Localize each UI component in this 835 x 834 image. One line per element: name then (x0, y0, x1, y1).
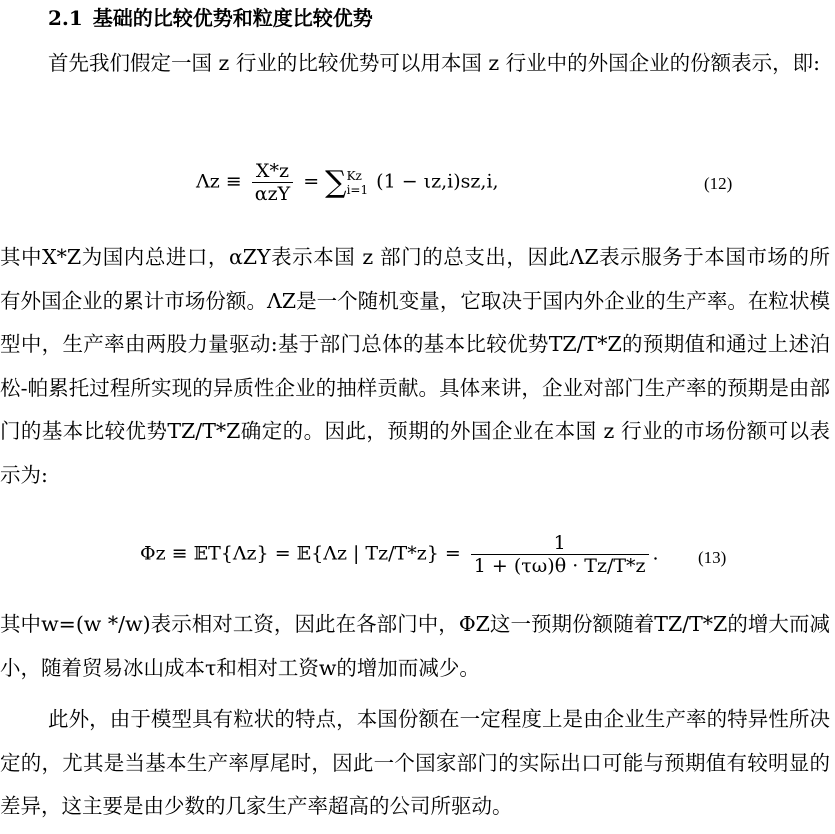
equation-12-number: (12) (704, 174, 733, 193)
sum-symbol-icon: ∑ (325, 165, 347, 200)
eq12-sum-limits (347, 169, 369, 197)
eq13-fraction (471, 532, 649, 577)
equation-12-body (196, 160, 499, 205)
paragraph-relative-wage: 其中w=(w */w)表示相对工资，因此在各部门中，ΦZ这一预期份额随着TZ/T*Z的增大而减小，随着贸易冰山成本τ和相对工资w的增加而减少。 (0, 612, 830, 680)
section-title: 基础的比较优势和粒度比较优势 (92, 6, 373, 30)
eq12-numerator: X*z (252, 160, 293, 183)
eq12-rhs: (1 − ιz,i)sz,i, (376, 170, 499, 193)
equation-13-body (140, 532, 659, 577)
paragraph-granularity: 此外，由于模型具有粒状的特点，本国份额在一定程度上是由企业生产率的特异性所决定的，尤其是当基本生产率厚尾时，因此一个国家部门的实际出口可能与预期值有较明显的差异，这主要是由少数的几家生产率超高的公司所驱动。 (0, 707, 830, 818)
paragraph-intro: 首先我们假定一国 z 行业的比较优势可以用本国 z 行业中的外国企业的份额表示，即: (48, 51, 821, 75)
eq13-denominator: 1 + (τω)θ · Tz/T*z (473, 555, 646, 577)
equation-13-number: (13) (698, 548, 727, 567)
eq12-lhs: Λz ≡ (196, 170, 242, 193)
eq12-sum-upper: Kz (346, 168, 362, 183)
eq12-fraction (252, 160, 293, 205)
equation-12 (0, 150, 835, 220)
eq12-equals: = (303, 170, 320, 193)
eq12-sum-lower: i=1 (346, 182, 369, 197)
eq12-denominator: αzY (254, 183, 291, 205)
section-heading (48, 4, 373, 32)
section-number: 2.1 (48, 6, 83, 30)
eq13-lhs: Φz ≡ 𝔼T{Λz} = 𝔼{Λz | Tz/T*z} = (140, 542, 461, 565)
eq13-numerator: 1 (471, 532, 649, 555)
paragraph-explanation: 其中X*Z为国内总进口，αZY表示本国 z 部门的总支出，因此ΛZ表示服务于本国市场的所有外国企业的累计市场份额。ΛZ是一个随机变量，它取决于国内外企业的生产率。在粒状模型中，生产率由两股力量驱动:基于部门总体的基本比较优势TZ/T*Z的预期值和通过上述泊松-帕累托过程所实现的异质性企业的抽样贡献。具体来讲，企业对部门生产率的预期是由部门的基本比较优势TZ/T*Z确定的。因此，预期的外国企业在本国 z 行业的市场份额可以表示为: (0, 245, 830, 487)
eq13-end: . (652, 542, 659, 565)
equation-13 (0, 528, 835, 598)
